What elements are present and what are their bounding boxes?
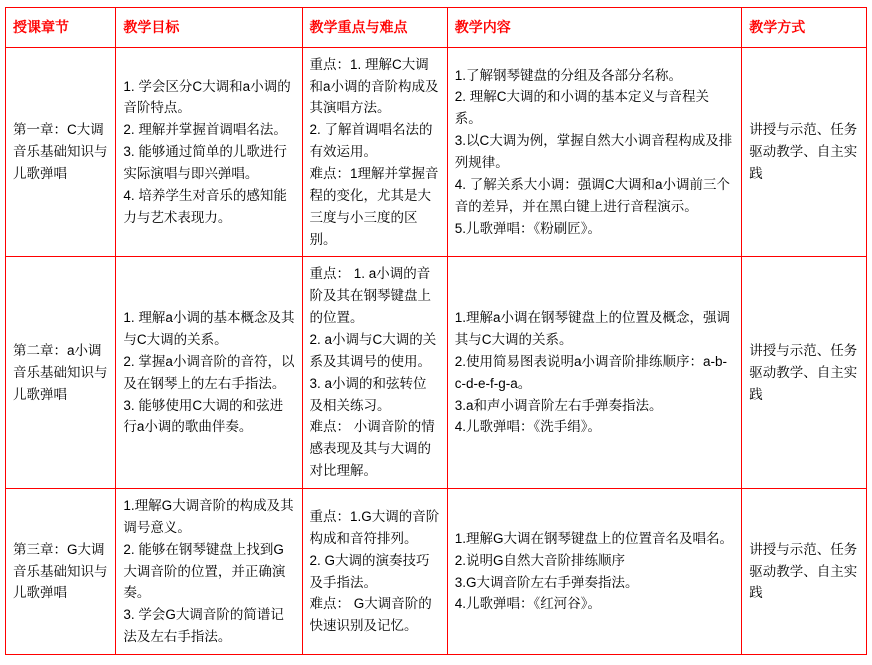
cell-chapter <box>6 489 116 655</box>
cell-line: 2. a小调与C大调的关系及其调号的使用。 <box>309 331 437 369</box>
table-row <box>6 257 867 489</box>
cell-focus <box>302 47 447 257</box>
cell-content <box>447 47 741 257</box>
table-body <box>6 47 867 654</box>
cell-line: 难点： G大调音阶的快速识别及记忆。 <box>309 596 432 634</box>
cell-line: 3.G大调音阶左右手弹奏指法。 <box>454 574 639 590</box>
table-row <box>6 47 867 257</box>
cell-focus <box>302 257 447 489</box>
cell-line: 1. 理解a小调的基本概念及其与C大调的关系。 <box>123 310 295 347</box>
lesson-plan-table <box>5 7 867 655</box>
cell-line: 4.儿歌弹唱：《红河谷》。 <box>454 596 601 612</box>
cell-line: 讲授与示范、任务驱动教学、自主实践 <box>749 342 858 402</box>
column-header-goal: 教学目标 <box>116 8 302 48</box>
cell-line: 讲授与示范、任务驱动教学、自主实践 <box>749 122 858 181</box>
cell-line: 1. 学会区分C大调和a小调的音阶特点。 <box>123 78 291 116</box>
cell-line: 3. 能够通过简单的儿歌进行实际演唱与即兴弹唱。 <box>123 144 287 181</box>
cell-content <box>447 257 741 489</box>
cell-focus <box>302 489 447 655</box>
cell-line: 3. 学会G大调音阶的简谱记法及左右手指法。 <box>123 607 284 645</box>
cell-line: 重点： 1. a小调的音阶及其在钢琴键盘上的位置。 <box>309 266 432 326</box>
cell-method <box>742 489 867 655</box>
column-header-chapter: 授课章节 <box>6 8 116 48</box>
cell-method <box>742 257 867 489</box>
cell-line: 2. 理解并掌握首调唱名法。 <box>123 122 287 138</box>
cell-line: 难点： 小调音阶的情感表现及其与大调的对比理解。 <box>309 419 435 479</box>
cell-line: 4. 培养学生对音乐的感知能力与艺术表现力。 <box>123 187 287 225</box>
cell-line: 重点：1. 理解C大调和a小调的音阶构成及其演唱方法。 <box>309 56 439 116</box>
cell-line: 1.了解钢琴键盘的分组及各部分名称。 <box>454 67 682 83</box>
cell-line: 讲授与示范、任务驱动教学、自主实践 <box>749 541 858 601</box>
cell-line: 5.儿歌弹唱：《粉刷匠》。 <box>454 220 601 236</box>
cell-line: 3. 能够使用C大调的和弦进行a小调的歌曲伴奏。 <box>123 397 284 435</box>
cell-chapter <box>6 257 116 489</box>
cell-goal <box>116 257 302 489</box>
cell-line: 2. 了解首调唱名法的有效运用。 <box>309 122 433 160</box>
cell-line: 第一章：C大调音乐基础知识与儿歌弹唱 <box>13 122 108 181</box>
cell-line: 3. a小调的和弦转位及相关练习。 <box>309 375 427 413</box>
cell-method <box>742 47 867 257</box>
cell-line: 2. 掌握a小调音阶的音符，以及在钢琴上的左右手指法。 <box>123 353 295 391</box>
cell-line: 1.理解a小调在钢琴键盘上的位置及概念，强调其与C大调的关系。 <box>454 310 730 347</box>
table-header-row <box>6 8 867 48</box>
cell-line: 4.儿歌弹唱：《洗手绢》。 <box>454 419 601 435</box>
cell-line: 3.以C大调为例，掌握自然大小调音程构成及排列规律。 <box>454 133 733 171</box>
cell-line: 3.a和声小调音阶左右手弹奏指法。 <box>454 397 663 413</box>
cell-line: 2. 能够在钢琴键盘上找到G大调音阶的位置，并正确演奏。 <box>123 541 286 601</box>
cell-line: 第二章：a小调音乐基础知识与儿歌弹唱 <box>13 342 108 402</box>
column-header-method: 教学方式 <box>742 8 867 48</box>
cell-line: 第三章：G大调音乐基础知识与儿歌弹唱 <box>13 541 108 601</box>
column-header-content: 教学内容 <box>447 8 741 48</box>
cell-goal <box>116 47 302 257</box>
cell-line: 2.使用简易图表说明a小调音阶排练顺序：a-b-c-d-e-f-g-a。 <box>454 353 727 391</box>
cell-content <box>447 489 741 655</box>
cell-line: 2.说明G自然大音阶排练顺序 <box>454 552 625 568</box>
cell-line: 难点：1理解并掌握音程的变化，尤其是大三度与小三度的区别。 <box>309 165 439 247</box>
table-row <box>6 489 867 655</box>
cell-line: 重点：1.G大调的音阶构成和音符排列。 <box>309 508 440 546</box>
cell-line: 1.理解G大调在钢琴键盘上的位置音名及唱名。 <box>454 530 733 546</box>
cell-line: 4. 了解关系大小调：强调C大调和a小调前三个音的差异，并在黑白键上进行音程演示。 <box>454 176 730 214</box>
cell-line: 2. 理解C大调的和小调的基本定义与音程关系。 <box>454 89 709 127</box>
cell-chapter <box>6 47 116 257</box>
cell-line: 2. G大调的演奏技巧及手指法。 <box>309 552 430 590</box>
cell-goal <box>116 489 302 655</box>
column-header-focus: 教学重点与难点 <box>302 8 447 48</box>
cell-line: 1.理解G大调音阶的构成及其调号意义。 <box>123 498 294 535</box>
